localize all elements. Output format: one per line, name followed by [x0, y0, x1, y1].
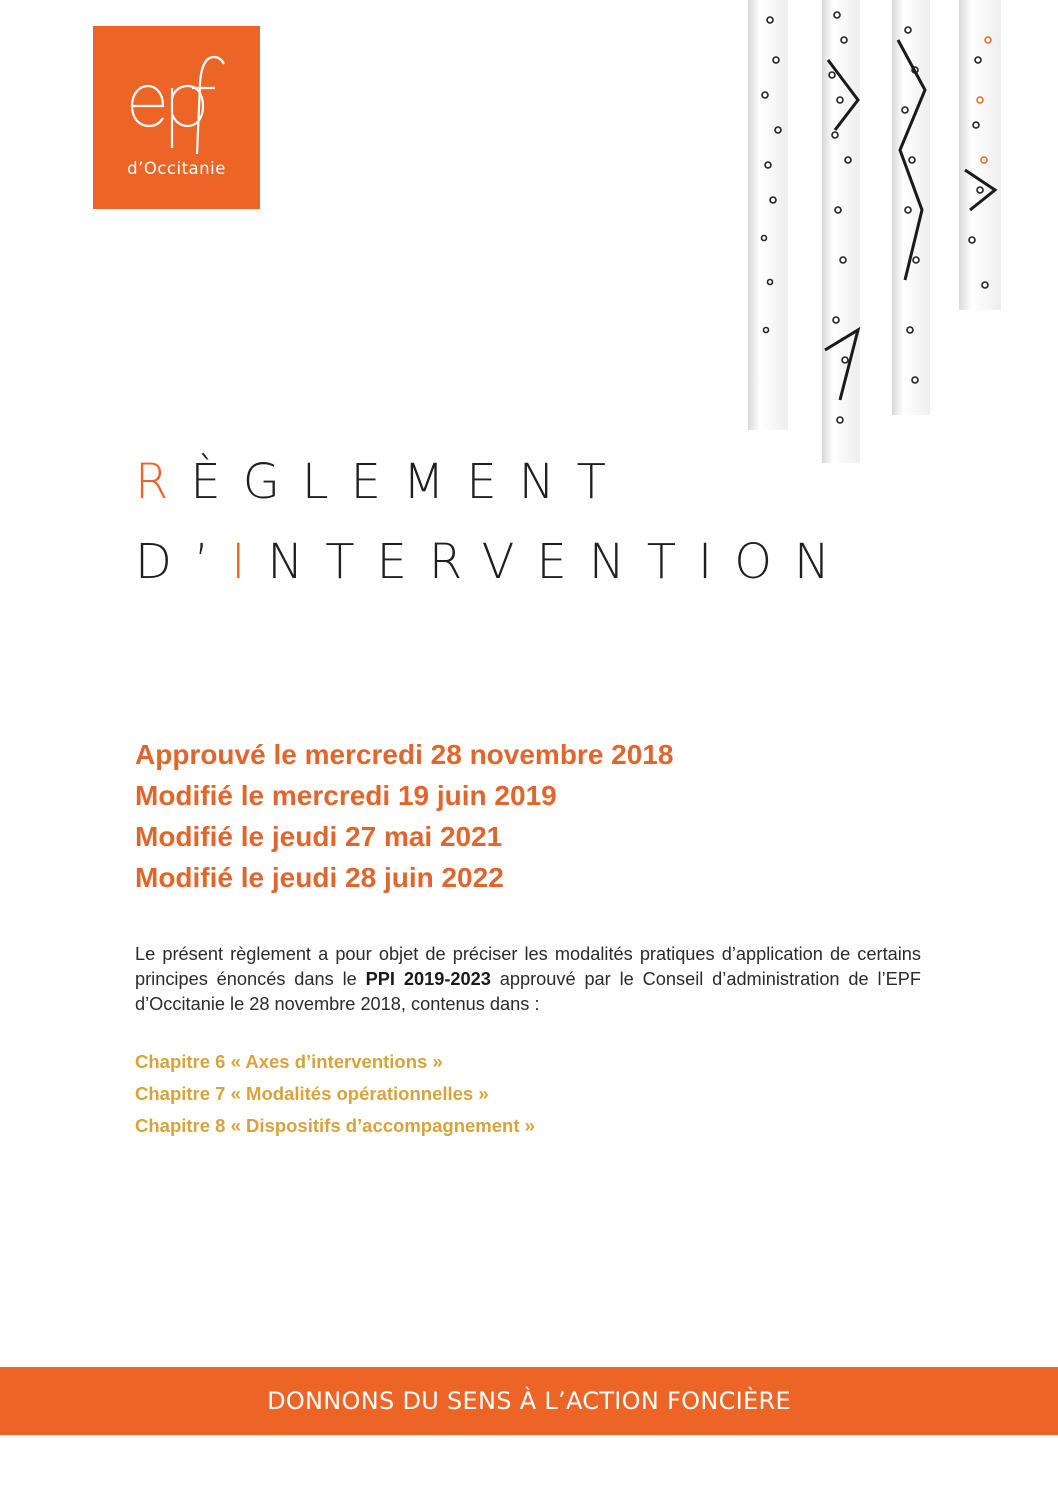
footer-banner [0, 1367, 1058, 1435]
title-line-1 [135, 454, 628, 510]
chapter-item: Chapitre 7 « Modalités opérationnelles » [135, 1083, 489, 1104]
intro-text-start: Le présent règlement a pour objet de préciser les modalités pratiques d’application de certains principes énoncés dans le [135, 944, 921, 989]
date-line: Modifié le mercredi 19 juin 2019 [135, 780, 557, 811]
title-line-2 [135, 534, 852, 590]
chapter-item: Chapitre 6 « Axes d’interventions » [135, 1051, 443, 1072]
intro-ppi-bold: PPI 2019-2023 [365, 969, 491, 989]
date-line: Modifié le jeudi 27 mai 2021 [135, 821, 503, 852]
footer-slogan: DONNONS DU SENS À L’ACTION FONCIÈRE [267, 1387, 791, 1415]
date-line: Modifié le jeudi 28 juin 2022 [135, 862, 504, 893]
chapter-item: Chapitre 8 « Dispositifs d’accompagnement » [135, 1115, 535, 1136]
title-initial-r: R [135, 454, 191, 510]
intro-text-end: approuvé par le Conseil d’administration de l’EPF d’Occitanie le 28 novembre 2018, contenus dans : [135, 969, 921, 1014]
logo-subtitle: d’Occitanie [127, 159, 226, 178]
epf-wordmark-graphic [93, 26, 260, 209]
decorative-photo-strips [740, 0, 1010, 470]
epf-logo [93, 26, 260, 209]
intro-paragraph [135, 942, 921, 1017]
chapter-list [135, 1046, 535, 1142]
title-initial-i: I [231, 534, 268, 590]
title-line-1-rest: ÈGLEMENT [190, 454, 628, 510]
title-line-2-rest: NTERVENTION [267, 534, 852, 590]
date-line: Approuvé le mercredi 28 novembre 2018 [135, 739, 674, 770]
title-line-2-prefix: D’ [135, 534, 232, 590]
approval-dates [135, 734, 673, 898]
